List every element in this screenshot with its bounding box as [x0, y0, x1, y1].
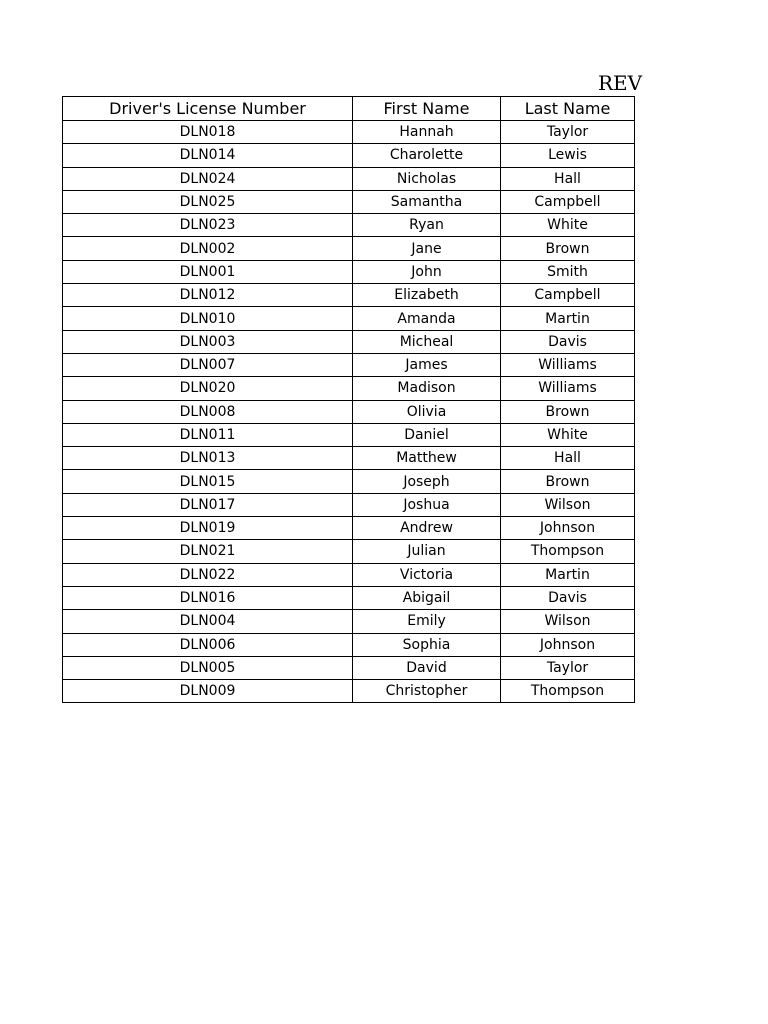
first-name-cell: Julian	[353, 540, 501, 563]
table-row	[63, 400, 635, 423]
license-number-cell: DLN015	[63, 470, 353, 493]
last-name-cell: Wilson	[501, 610, 635, 633]
table-row	[63, 190, 635, 213]
license-number-cell: DLN005	[63, 656, 353, 679]
table-row	[63, 610, 635, 633]
last-name-cell: White	[501, 423, 635, 446]
license-number-cell: DLN002	[63, 237, 353, 260]
table-row	[63, 656, 635, 679]
license-number-cell: DLN018	[63, 121, 353, 144]
table-row	[63, 144, 635, 167]
first-name-cell: Ryan	[353, 214, 501, 237]
drivers-table	[62, 96, 635, 703]
last-name-cell: Davis	[501, 330, 635, 353]
header-last-name: Last Name	[501, 97, 635, 121]
table-row	[63, 633, 635, 656]
first-name-cell: David	[353, 656, 501, 679]
last-name-cell: Martin	[501, 307, 635, 330]
table-row	[63, 307, 635, 330]
license-number-cell: DLN014	[63, 144, 353, 167]
license-number-cell: DLN013	[63, 447, 353, 470]
license-number-cell: DLN017	[63, 493, 353, 516]
last-name-cell: Thompson	[501, 540, 635, 563]
license-number-cell: DLN012	[63, 284, 353, 307]
table-row	[63, 563, 635, 586]
last-name-cell: Davis	[501, 586, 635, 609]
table-row	[63, 493, 635, 516]
first-name-cell: Andrew	[353, 517, 501, 540]
table-row	[63, 167, 635, 190]
table-row	[63, 284, 635, 307]
last-name-cell: Johnson	[501, 633, 635, 656]
table-row	[63, 470, 635, 493]
last-name-cell: Thompson	[501, 680, 635, 703]
table-row	[63, 586, 635, 609]
page-title	[560, 70, 643, 98]
first-name-cell: Hannah	[353, 121, 501, 144]
last-name-cell: Hall	[501, 167, 635, 190]
first-name-cell: Joseph	[353, 470, 501, 493]
license-number-cell: DLN003	[63, 330, 353, 353]
first-name-cell: Samantha	[353, 190, 501, 213]
first-name-cell: Micheal	[353, 330, 501, 353]
first-name-cell: Matthew	[353, 447, 501, 470]
license-number-cell: DLN001	[63, 260, 353, 283]
table-row	[63, 377, 635, 400]
license-number-cell: DLN011	[63, 423, 353, 446]
last-name-cell: Campbell	[501, 190, 635, 213]
last-name-cell: Hall	[501, 447, 635, 470]
first-name-cell: Amanda	[353, 307, 501, 330]
table-row	[63, 423, 635, 446]
last-name-cell: Brown	[501, 470, 635, 493]
page-title-text: REV	[598, 71, 643, 95]
first-name-cell: Emily	[353, 610, 501, 633]
table-row	[63, 517, 635, 540]
last-name-cell: Martin	[501, 563, 635, 586]
license-number-cell: DLN019	[63, 517, 353, 540]
first-name-cell: Olivia	[353, 400, 501, 423]
license-number-cell: DLN010	[63, 307, 353, 330]
license-number-cell: DLN021	[63, 540, 353, 563]
first-name-cell: Daniel	[353, 423, 501, 446]
license-number-cell: DLN020	[63, 377, 353, 400]
license-number-cell: DLN008	[63, 400, 353, 423]
license-number-cell: DLN009	[63, 680, 353, 703]
first-name-cell: Jane	[353, 237, 501, 260]
table-body	[63, 121, 635, 703]
last-name-cell: Brown	[501, 400, 635, 423]
license-number-cell: DLN007	[63, 353, 353, 376]
table-row	[63, 121, 635, 144]
header-license-number: Driver's License Number	[63, 97, 353, 121]
last-name-cell: Williams	[501, 377, 635, 400]
first-name-cell: John	[353, 260, 501, 283]
first-name-cell: Abigail	[353, 586, 501, 609]
last-name-cell: White	[501, 214, 635, 237]
table-row	[63, 214, 635, 237]
license-number-cell: DLN004	[63, 610, 353, 633]
last-name-cell: Wilson	[501, 493, 635, 516]
first-name-cell: Elizabeth	[353, 284, 501, 307]
first-name-cell: Madison	[353, 377, 501, 400]
last-name-cell: Johnson	[501, 517, 635, 540]
first-name-cell: Victoria	[353, 563, 501, 586]
first-name-cell: Charolette	[353, 144, 501, 167]
last-name-cell: Campbell	[501, 284, 635, 307]
table-row	[63, 330, 635, 353]
license-number-cell: DLN022	[63, 563, 353, 586]
first-name-cell: Joshua	[353, 493, 501, 516]
first-name-cell: Sophia	[353, 633, 501, 656]
first-name-cell: Christopher	[353, 680, 501, 703]
last-name-cell: Taylor	[501, 656, 635, 679]
last-name-cell: Taylor	[501, 121, 635, 144]
first-name-cell: Nicholas	[353, 167, 501, 190]
last-name-cell: Smith	[501, 260, 635, 283]
table-header-row	[63, 97, 635, 121]
table-row	[63, 260, 635, 283]
header-first-name: First Name	[353, 97, 501, 121]
license-number-cell: DLN006	[63, 633, 353, 656]
last-name-cell: Brown	[501, 237, 635, 260]
table-row	[63, 353, 635, 376]
license-number-cell: DLN016	[63, 586, 353, 609]
table-row	[63, 680, 635, 703]
last-name-cell: Lewis	[501, 144, 635, 167]
table-row	[63, 540, 635, 563]
last-name-cell: Williams	[501, 353, 635, 376]
license-number-cell: DLN024	[63, 167, 353, 190]
first-name-cell: James	[353, 353, 501, 376]
license-number-cell: DLN025	[63, 190, 353, 213]
table-row	[63, 447, 635, 470]
license-number-cell: DLN023	[63, 214, 353, 237]
table-row	[63, 237, 635, 260]
